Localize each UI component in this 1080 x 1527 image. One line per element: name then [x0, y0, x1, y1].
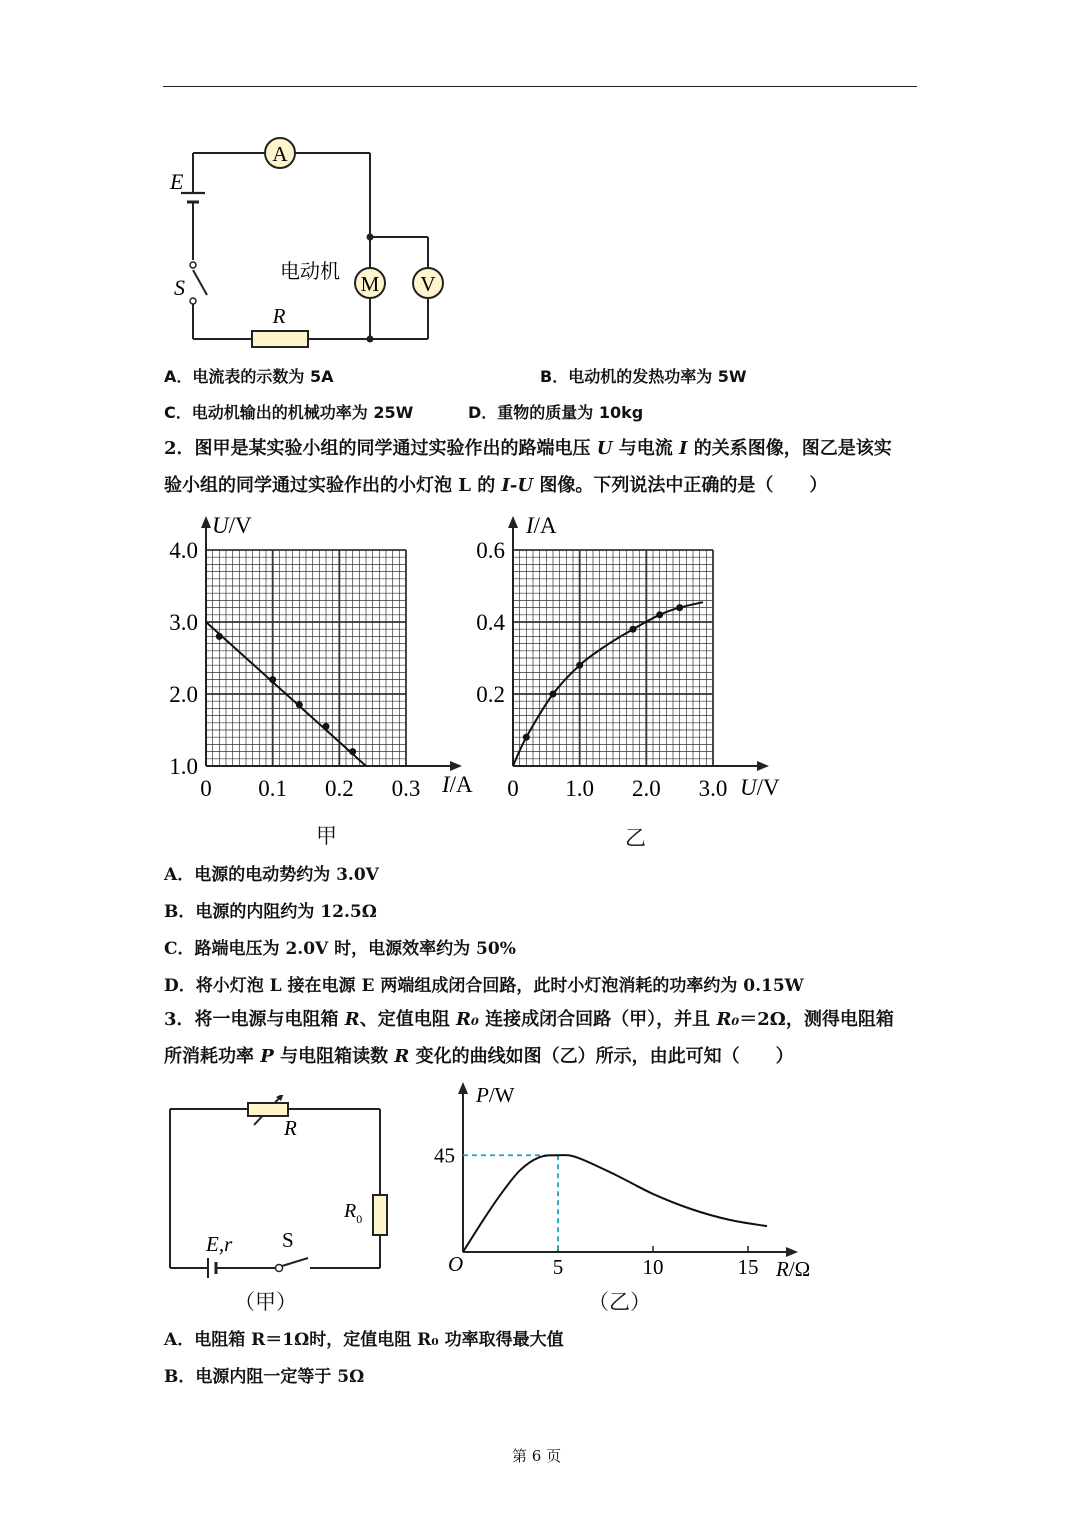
chart-yi: [460, 505, 790, 805]
q3-circuit-caption: （甲）: [234, 1290, 297, 1314]
y-tick-label: 1.0: [169, 754, 198, 779]
x-tick-label: 0.3: [391, 776, 421, 801]
emf-label: E: [170, 169, 184, 194]
y-tick-label: 0.4: [476, 610, 505, 635]
switch-label: S: [174, 275, 185, 300]
chart-jia: [150, 505, 490, 805]
y-tick-label: 45: [434, 1143, 455, 1168]
y-axis-arrow: [458, 1082, 468, 1094]
x-tick-label: 15: [737, 1255, 759, 1279]
q1-circuit-diagram: [160, 135, 450, 350]
q2-option-c: C．路端电压为 2.0V 时，电源效率约为 50%: [164, 939, 516, 959]
resistor-symbol: [252, 331, 308, 347]
iu-curve: [513, 602, 703, 766]
motor-name: 电动机: [280, 261, 340, 283]
x-tick-label: 1.0: [565, 776, 595, 801]
fixed-resistor-label: $R_0$: [344, 1200, 363, 1226]
header-rule: [163, 86, 917, 87]
chart-pr-xlabel: R/Ω: [776, 1257, 811, 1281]
q1-option-c: C．电动机输出的机械功率为 25W: [164, 403, 414, 422]
x-tick-label: 0.1: [258, 776, 288, 801]
x-tick-label: 0: [200, 776, 212, 801]
q2-stem-line2: 验小组的同学通过实验作出的小灯泡 L 的 I-U 图像。下列说法中正确的是（ ）: [164, 475, 828, 496]
x-tick-label: 2.0: [631, 776, 661, 801]
chart-pr: [420, 1080, 830, 1290]
y-axis-arrow: [508, 516, 518, 528]
motor-label: M: [360, 272, 380, 296]
y-tick-label: 2.0: [169, 682, 198, 707]
power-curve: [463, 1155, 767, 1252]
q1-option-b: B．电动机的发热功率为 5W: [540, 367, 747, 386]
data-point: [656, 611, 663, 618]
ammeter-label: A: [272, 142, 288, 166]
data-point: [296, 701, 303, 708]
fixed-resistor-symbol: [373, 1195, 387, 1235]
data-point: [216, 633, 223, 640]
chart-yi-xlabel: U/V: [740, 775, 780, 800]
y-tick-label: 0.2: [476, 682, 505, 707]
chart-yi-ylabel: I/A: [526, 513, 557, 538]
chart-jia-xlabel: I/A: [442, 772, 473, 797]
q2-stem-line1: 2．图甲是某实验小组的同学通过实验作出的路端电压 U 与电流 I 的关系图像，图乙是该实: [164, 438, 892, 459]
x-tick-label: 0: [507, 776, 519, 801]
x-axis-arrow: [786, 1247, 798, 1257]
q1-option-a: A．电流表的示数为 5A: [164, 367, 334, 386]
y-tick-label: 0.6: [476, 538, 505, 563]
data-point: [630, 626, 637, 633]
x-tick-label: 0.2: [324, 776, 354, 801]
x-tick-label: 10: [642, 1255, 664, 1279]
x-tick-label: 5: [552, 1255, 564, 1279]
q2-option-d: D．将小灯泡 L 接在电源 E 两端组成闭合回路，此时小灯泡消耗的功率约为 0.15W: [164, 976, 804, 996]
q2-option-b: B．电源的内阻约为 12.5Ω: [164, 902, 377, 922]
data-point: [676, 604, 683, 611]
source-label: E,r: [206, 1232, 233, 1256]
data-point: [576, 662, 583, 669]
chart-yi-caption: 乙: [625, 826, 646, 850]
q3-switch-label: S: [282, 1228, 294, 1252]
q3-circuit-diagram: [160, 1095, 400, 1315]
data-point: [269, 676, 276, 683]
data-point: [523, 734, 530, 741]
page-number: 第 6 页: [512, 1447, 562, 1465]
data-point: [323, 723, 330, 730]
y-tick-label: 4.0: [169, 538, 198, 563]
chart-pr-caption: （乙）: [588, 1290, 651, 1314]
q2-option-a: A．电源的电动势约为 3.0V: [164, 865, 379, 885]
data-point: [550, 691, 557, 698]
chart-jia-caption: 甲: [316, 824, 337, 848]
x-axis-arrow: [757, 761, 769, 771]
q3-option-b: B．电源内阻一定等于 5Ω: [164, 1367, 365, 1387]
chart-pr-origin: O: [448, 1252, 464, 1276]
q3-option-a: A．电阻箱 R＝1Ω时，定值电阻 R₀ 功率取得最大值: [164, 1330, 564, 1350]
chart-jia-ylabel: U/V: [212, 513, 252, 538]
var-resistor-label: R: [284, 1116, 297, 1140]
resistor-label: R: [272, 304, 286, 328]
chart-pr-ylabel: P/W: [476, 1083, 515, 1107]
q3-stem-line2: 所消耗功率 P 与电阻箱读数 R 变化的曲线如图（乙）所示，由此可知（ ）: [164, 1046, 794, 1067]
voltmeter-label: V: [420, 272, 436, 296]
q3-stem-line1: 3．将一电源与电阻箱 R、定值电阻 R₀ 连接成闭合回路（甲），并且 R₀＝2Ω，测得电阻箱: [164, 1009, 894, 1030]
x-tick-label: 3.0: [698, 776, 728, 801]
y-axis-arrow: [201, 516, 211, 528]
variable-resistor-symbol: [248, 1103, 288, 1116]
data-point: [349, 748, 356, 755]
q1-option-d: D．重物的质量为 10kg: [468, 403, 644, 422]
y-tick-label: 3.0: [169, 610, 198, 635]
